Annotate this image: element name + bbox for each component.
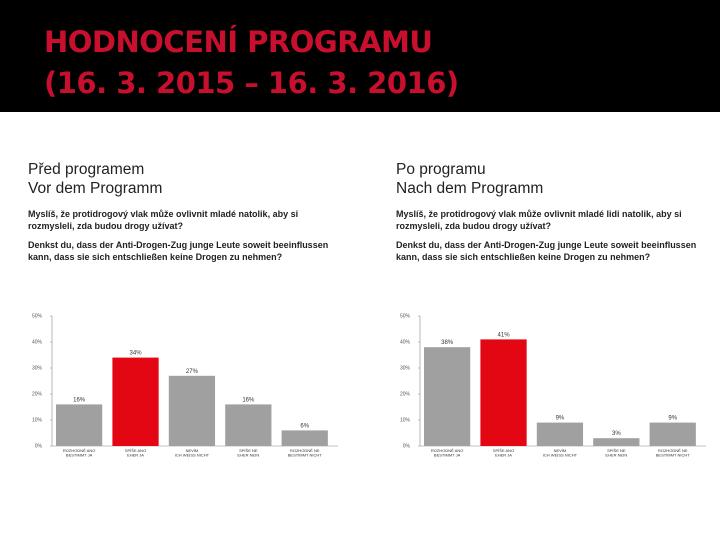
before-y-tick-label: 30% (31, 365, 42, 372)
after-bar-value-label: 9% (555, 415, 565, 422)
before-y-tick-label: 20% (31, 391, 42, 398)
before-bar-value-label: 16% (242, 397, 255, 404)
before-bar (112, 358, 158, 446)
after-y-tick-label: 40% (399, 339, 410, 346)
after-y-tick-label: 20% (399, 391, 410, 398)
after-y-tick-label: 30% (399, 365, 410, 372)
content-panel (0, 112, 720, 540)
after-program-section (396, 160, 720, 263)
before-question-cz: Myslíš, že protidrogový vlak může ovlivnit mladé natolik, aby si rozmysleli, zda budou drogy užívat? (28, 209, 299, 231)
before-y-tick-label: 10% (31, 417, 42, 424)
before-category-label: SPÍŠE NE EHER NEIN (237, 448, 260, 458)
before-heading-de: Vor dem Programm (28, 180, 163, 197)
before-category-label: SPÍŠE ANO EHER JA (124, 448, 147, 458)
after-heading-de: Nach dem Programm (396, 180, 544, 197)
before-bar-value-label: 6% (300, 423, 310, 430)
after-category-label: NEVÍM ICH WEISS NICHT (542, 448, 578, 458)
before-bar (282, 430, 328, 446)
after-bar-value-label: 9% (668, 415, 678, 422)
after-bar (480, 339, 526, 446)
before-y-tick-label: 50% (31, 313, 42, 320)
after-bar-value-label: 3% (611, 431, 621, 438)
after-heading-cz: Po programu (396, 161, 486, 178)
after-question-cz: Myslíš, že protidrogový vlak může ovlivnit mladé lidi natolik, aby si rozmysleli, zda budou drogy užívat? (396, 209, 682, 231)
before-program-section (28, 160, 358, 263)
before-bar-value-label: 34% (129, 350, 142, 357)
before-question-de: Denkst du, dass der Anti-Drogen-Zug junge Leute soweit beeinflussen kann, dass sie sich entschließen keine Drogen zu nehmen? (28, 240, 329, 262)
before-category-label: ROZHODNĚ ANO BESTIMMT JA (62, 448, 96, 458)
before-category-label: ROZHODNĚ NE BESTIMMT NICHT (287, 448, 322, 458)
after-y-tick-label: 10% (399, 417, 410, 424)
before-bar (169, 376, 215, 446)
after-category-label: SPÍŠE NE EHER NEIN (605, 448, 628, 458)
slide-title-line-2: (16. 3. 2015 – 16. 3. 2016) (44, 66, 459, 100)
after-question-de: Denkst du, dass der Anti-Drogen-Zug junge Leute soweit beeinflussen kann, dass sie sich entschließen keine Drogen zu nehmen? (396, 240, 697, 262)
after-bar-value-label: 38% (441, 340, 454, 347)
before-bar (225, 404, 271, 446)
after-bar-chart (390, 308, 720, 468)
after-category-label: SPÍŠE ANO EHER JA (492, 448, 515, 458)
after-bar-value-label: 41% (497, 332, 510, 339)
before-y-tick-label: 0% (34, 443, 42, 450)
before-y-tick-label: 40% (31, 339, 42, 346)
slide-title (44, 22, 459, 104)
after-category-label: ROZHODNĚ ANO BESTIMMT JA (430, 448, 464, 458)
before-bar-value-label: 27% (185, 368, 198, 375)
after-bar (593, 438, 639, 446)
after-bar (650, 423, 696, 446)
before-category-label: NEVÍM ICH WEISS NICHT (174, 448, 210, 458)
after-y-tick-label: 0% (402, 443, 410, 450)
after-y-tick-label: 50% (399, 313, 410, 320)
before-bar (56, 404, 102, 446)
after-bar (424, 347, 470, 446)
after-category-label: ROZHODNĚ NE BESTIMMT NICHT (655, 448, 690, 458)
slide-title-line-1: HODNOCENÍ PROGRAMU (44, 25, 433, 59)
before-bar-value-label: 16% (73, 397, 86, 404)
after-bar (537, 423, 583, 446)
before-heading-cz: Před programem (28, 161, 145, 178)
before-bar-chart (22, 308, 362, 468)
